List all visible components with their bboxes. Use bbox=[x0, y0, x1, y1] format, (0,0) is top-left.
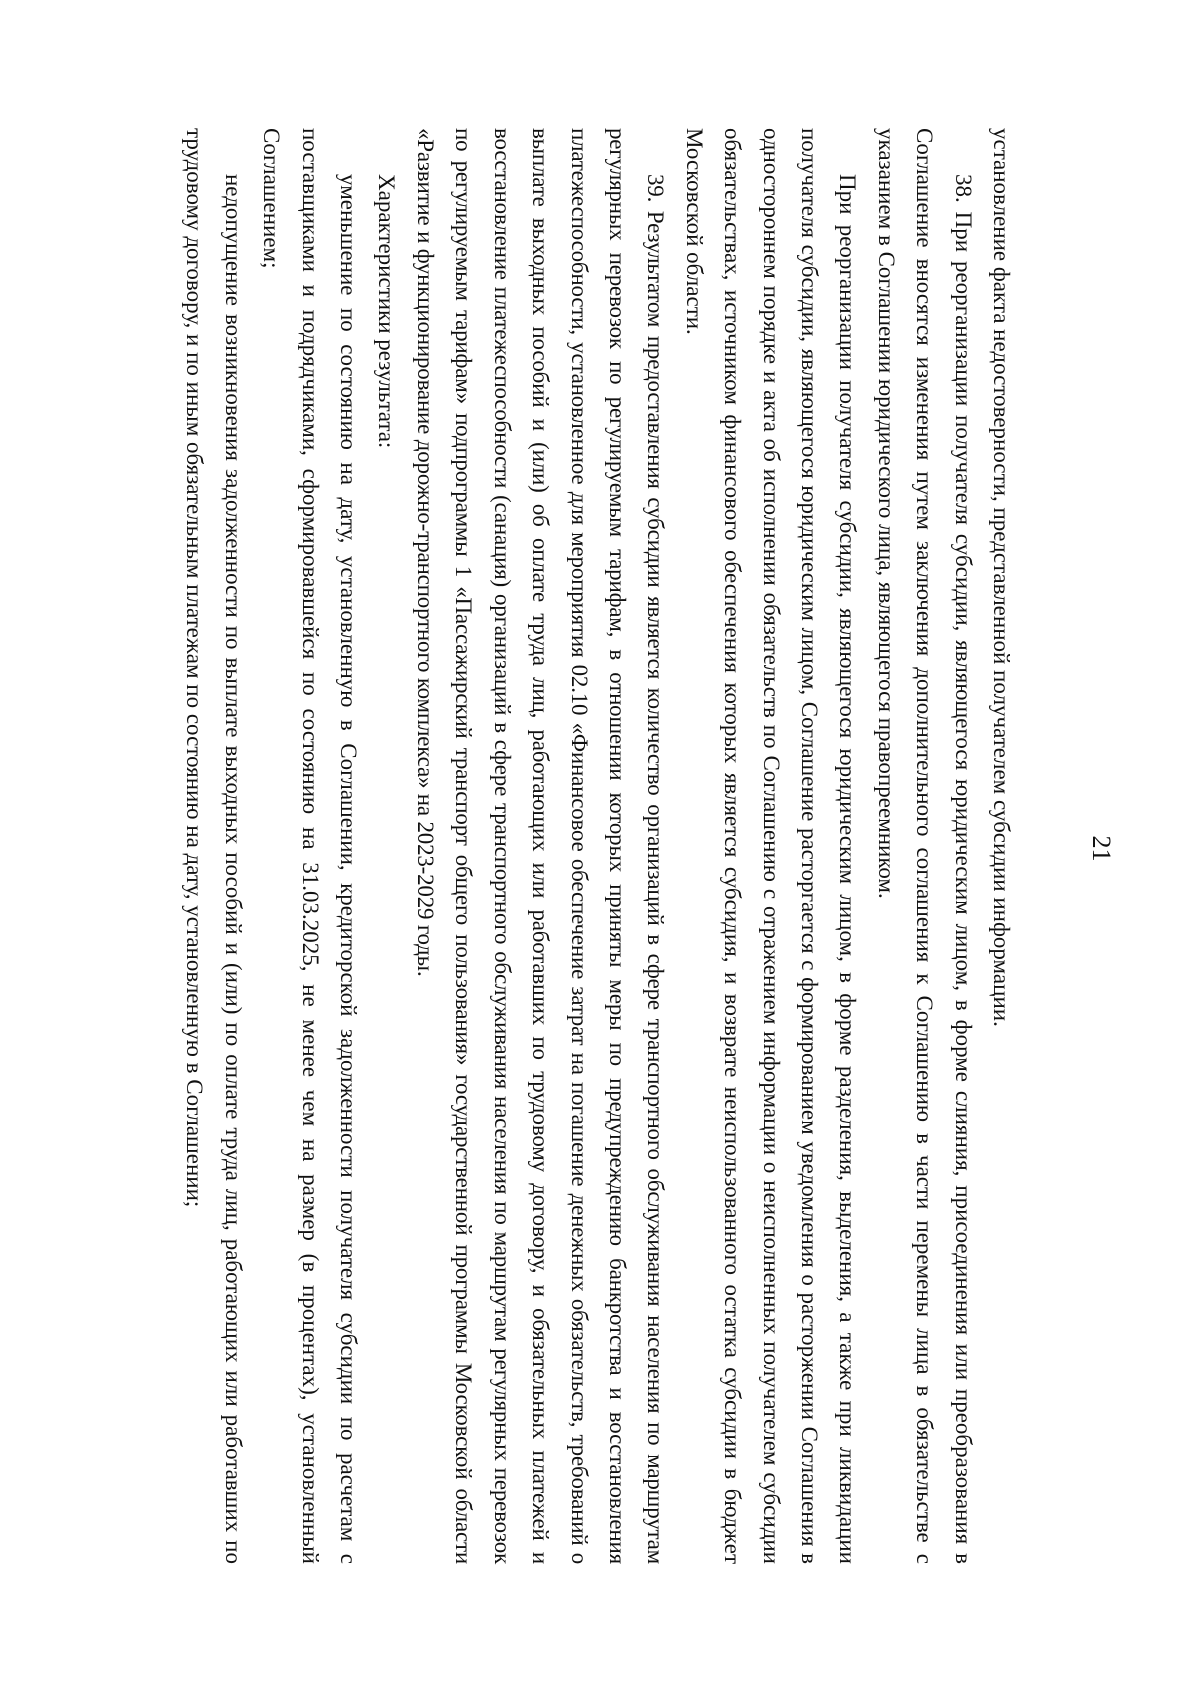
paragraph-continuation: установление факта недостоверности, представленной получателем субсидии информации. bbox=[989, 128, 1014, 1027]
page-number: 21 bbox=[1087, 835, 1116, 862]
paragraph-39: 39. Результатом предоставления субсидии является количество организаций в сфере транспортного обслуживания населения по маршрутам регулярных перевозок по регулируемым тарифам, в отношении которых приняты меры по предупреждению банкротства и восстановления платежеспособности, установленное для мероприятия 02.10 «Финансовое обеспечение затрат на погашение денежных обязательств, требований о выплате выходных пособий и (или) об оплате труда лиц, работающих или работавших по трудовому договору, и обязательных платежей и восстановление платежеспособности (санация) организаций в сфере транспортного обслуживания населения по маршрутам регулярных перевозок по регулируемым тарифам» подпрограммы 1 «Пассажирский транспорт общего пользования» государственной программы Московской области «Развитие и функционирование дорожно-транспортного комплекса» на 2023-2029 годы. bbox=[412, 128, 669, 1564]
paragraph-39-characteristic-1: уменьшение по состоянию на дату, установленную в Соглашении, кредиторской задолженности получателя субсидии по расчетам с поставщиками и подрядчиками, сформировавшейся по состоянию на 31.03.2025, не менее чем на размер (в процентах), установленный Соглашением; bbox=[259, 128, 362, 1564]
document-body bbox=[175, 128, 1020, 1564]
paragraph-39-characteristic-2: недопущение возникновения задолженности по выплате выходных пособий и (или) по оплате труда лиц, работающих или работавших по трудовому договору, и по иным обязательным платежам по состоянию на дату, установленную в Соглашении; bbox=[182, 128, 246, 1564]
paragraph-38: 38. При реорганизации получателя субсидии, являющегося юридическим лицом, в форме слияния, присоединения или преобразования в Соглашение вносятся изменения путем заключения дополнительного соглашения к Соглашению в части перемены лица в обязательстве с указанием в Соглашении юридического лица, являющегося правопреемником. bbox=[873, 128, 976, 1564]
paragraph-39-characteristics-heading: Характеристики результата: bbox=[374, 174, 400, 449]
paragraph-38-liquidation: При реорганизации получателя субсидии, являющегося юридическим лицом, в форме разделения, выделения, а также при ликвидации получателя субсидии, являющегося юридическим лицом, Соглашение расторгается с формированием уведомления о расторжении Соглашения в одностороннем порядке и акта об исполнении обязательств по Соглашению с отражением информации о неисполненных получателем субсидии обязательствах, источником финансового обеспечения которых является субсидия, и возврате неиспользованного остатка субсидии в бюджет Московской области. bbox=[681, 128, 861, 1564]
